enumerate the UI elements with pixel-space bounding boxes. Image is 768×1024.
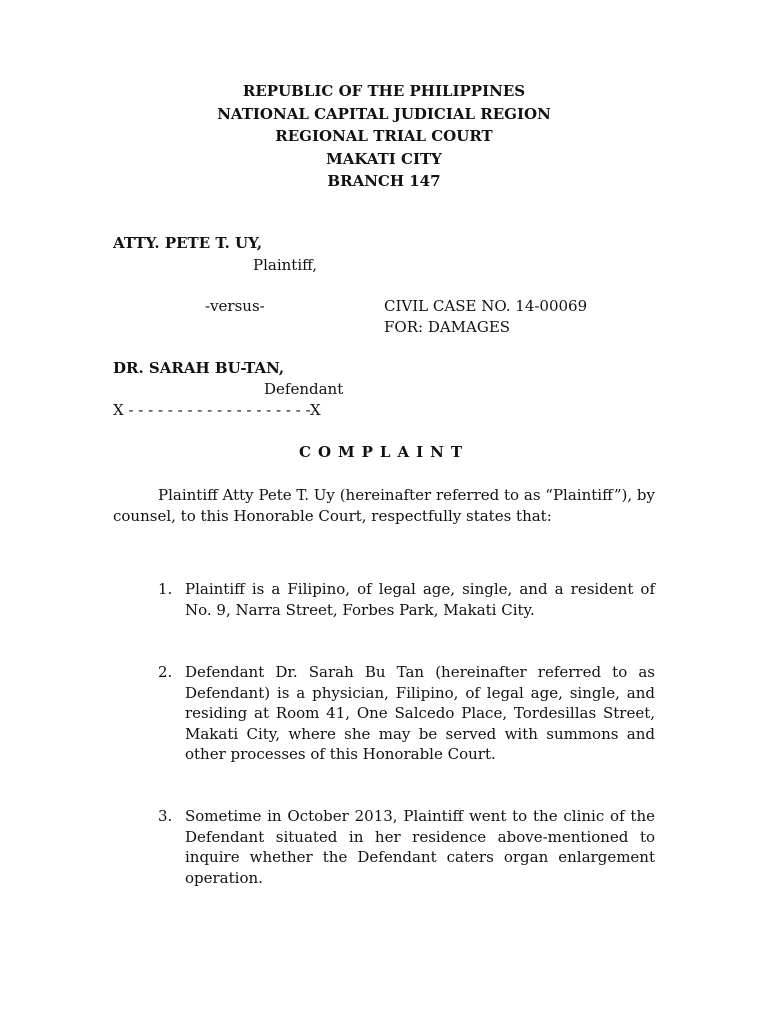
versus-label: -versus-	[205, 297, 265, 315]
header-line-region: NATIONAL CAPITAL JUDICIAL REGION	[217, 104, 551, 123]
case-nature: FOR: DAMAGES	[384, 318, 511, 336]
plaintiff-role: Plaintiff,	[253, 256, 318, 274]
plaintiff-name: ATTY. PETE T. UY,	[113, 234, 263, 252]
list-item	[113, 579, 655, 620]
court-header	[0, 80, 768, 193]
list-text: Plaintiff is a Filipino, of legal age, single, and a resident of No. 9, Narra Street, Forbes Park, Makati City.	[185, 580, 655, 619]
intro-paragraph: Plaintiff Atty Pete T. Uy (hereinafter referred to as “Plaintiff”), by counsel, to this Honorable Court, respectfully states that:	[113, 486, 655, 525]
defendant-name: DR. SARAH BU-TAN,	[113, 359, 285, 377]
header-line-branch: BRANCH 147	[327, 172, 441, 190]
caption-separator: X - - - - - - - - - - - - - - - - - - -X	[113, 401, 321, 419]
header-line-court: REGIONAL TRIAL COURT	[275, 127, 493, 145]
list-number: 3.	[158, 807, 173, 825]
list-text: Defendant Dr. Sarah Bu Tan (hereinafter referred to as Defendant) is a physician, Filipino, of legal age, single, and residing at Room 41, One Salcedo Place, Tordesillas Street, Makati City, where she may be served with summons and other processes of this Honorable Court.	[185, 663, 655, 763]
header-line-republic: REPUBLIC OF THE PHILIPPINES	[242, 82, 526, 100]
list-number: 2.	[158, 663, 173, 681]
list-number: 1.	[158, 580, 173, 598]
document-title: COMPLAINT	[299, 443, 469, 461]
list-item	[113, 662, 655, 765]
header-line-city: MAKATI CITY	[326, 149, 442, 168]
list-item	[113, 806, 655, 888]
list-text: Sometime in October 2013, Plaintiff went to the clinic of the Defendant situated in her residence above-mentioned to inquire whether the Defendant caters organ enlargement operation.	[185, 807, 655, 887]
case-number: CIVIL CASE NO. 14-00069	[384, 297, 588, 315]
defendant-role: Defendant	[264, 380, 344, 398]
